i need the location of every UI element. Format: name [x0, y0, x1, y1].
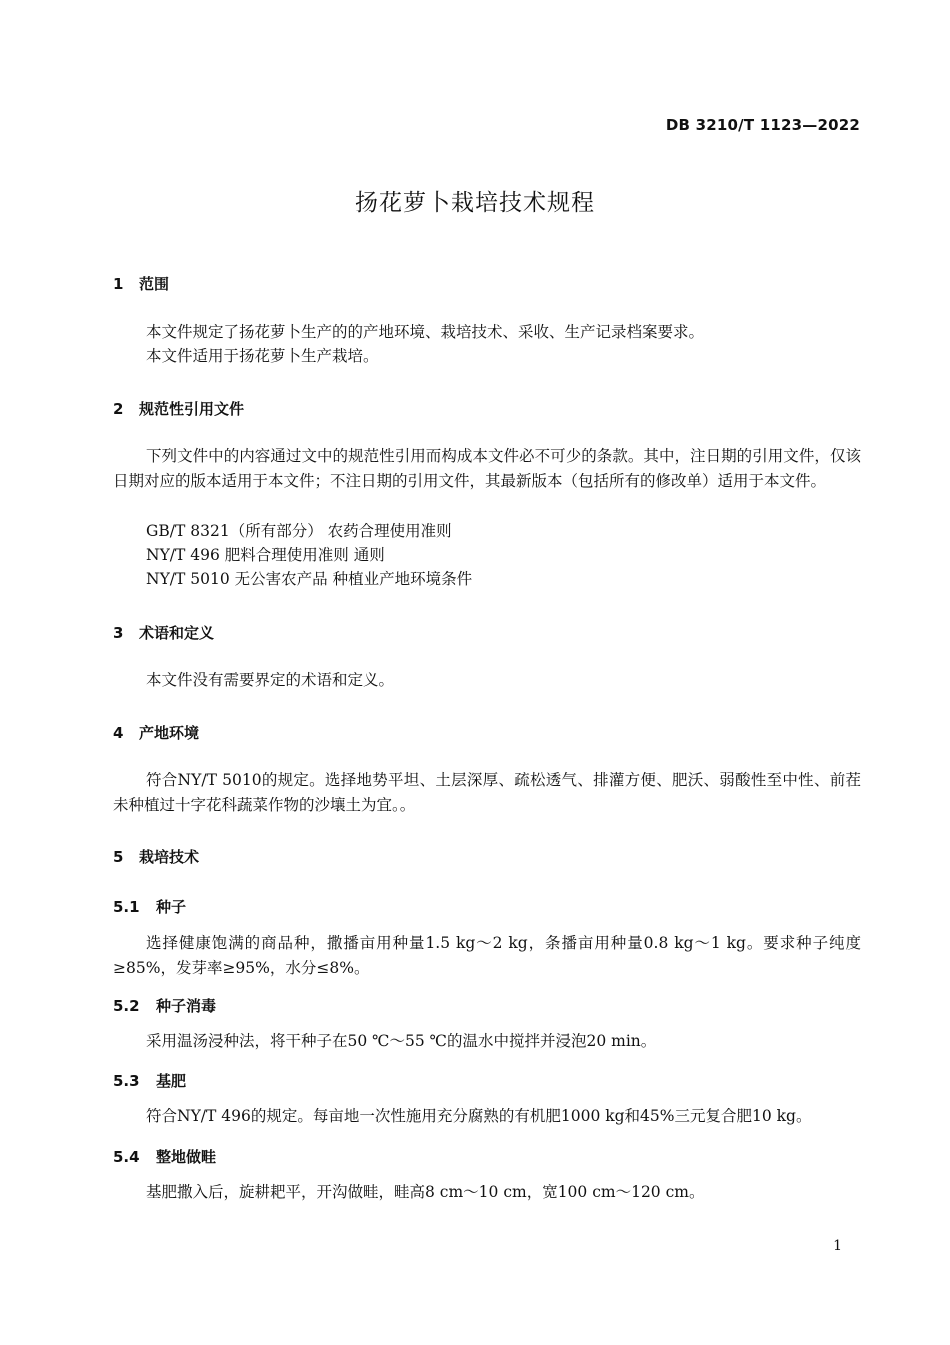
paragraph: 选择健康饱满的商品种，撒播亩用种量1.5 kg～2 kg，条播亩用种量0.8 kg～1 kg。要求种子纯度≥85%，发芽率≥95%，水分≤8%。 — [113, 934, 861, 977]
section-number: 1 — [113, 275, 124, 293]
paragraph: 下列文件中的内容通过文中的规范性引用而构成本文件必不可少的条款。其中，注日期的引用文件，仅该日期对应的版本适用于本文件；不注日期的引用文件，其最新版本（包括所有的修改单）适用于本文件。 — [113, 447, 861, 490]
paragraph: 符合NY/T 496的规定。每亩地一次性施用充分腐熟的有机肥1000 kg和45%三元复合肥10 kg。 — [146, 1107, 812, 1125]
paragraph: 本文件规定了扬花萝卜生产的的产地环境、栽培技术、采收、生产记录档案要求。 — [146, 323, 705, 341]
standard-code: DB 3210/T 1123—2022 — [665, 116, 860, 134]
subsection-number: 5.3 — [113, 1072, 140, 1090]
subsection-title: 种子 — [156, 898, 187, 916]
section-title: 规范性引用文件 — [139, 400, 245, 418]
section-title: 术语和定义 — [139, 624, 215, 642]
section-number: 2 — [113, 400, 124, 418]
section-heading-3 — [113, 622, 214, 643]
section-heading-4 — [113, 722, 199, 743]
document-title: 扬花萝卜栽培技术规程 — [355, 190, 595, 216]
reference-item: NY/T 5010 无公害农产品 种植业产地环境条件 — [146, 570, 473, 588]
section-number: 4 — [113, 724, 124, 742]
section-number: 3 — [113, 624, 124, 642]
paragraph: 本文件没有需要界定的术语和定义。 — [146, 671, 395, 689]
subsection-heading-5-3 — [113, 1070, 186, 1091]
subsection-number: 5.4 — [113, 1148, 140, 1166]
subsection-title: 种子消毒 — [156, 997, 217, 1015]
subsection-heading-5-2 — [113, 995, 216, 1016]
subsection-heading-5-1 — [113, 896, 186, 917]
paragraph: 本文件适用于扬花萝卜生产栽培。 — [146, 347, 379, 365]
subsection-number: 5.2 — [113, 997, 140, 1015]
section-heading-2 — [113, 398, 244, 419]
section-heading-1 — [113, 273, 169, 294]
section-title: 栽培技术 — [139, 848, 200, 866]
section-number: 5 — [113, 848, 124, 866]
section-title: 范围 — [139, 275, 170, 293]
subsection-heading-5-4 — [113, 1146, 216, 1167]
paragraph: 符合NY/T 5010的规定。选择地势平坦、土层深厚、疏松透气、排灌方便、肥沃、弱酸性至中性、前茬未种植过十字花科蔬菜作物的沙壤土为宜。。 — [113, 771, 861, 814]
section-heading-5 — [113, 846, 199, 867]
subsection-title: 整地做畦 — [156, 1148, 217, 1166]
subsection-number: 5.1 — [113, 898, 140, 916]
reference-item: GB/T 8321（所有部分） 农药合理使用准则 — [146, 522, 452, 540]
page-number: 1 — [833, 1238, 842, 1254]
subsection-title: 基肥 — [156, 1072, 187, 1090]
paragraph: 采用温汤浸种法，将干种子在50 ℃～55 ℃的温水中搅拌并浸泡20 min。 — [146, 1032, 657, 1050]
section-title: 产地环境 — [139, 724, 200, 742]
paragraph: 基肥撒入后，旋耕耙平，开沟做畦，畦高8 cm～10 cm，宽100 cm～120 cm。 — [146, 1183, 705, 1201]
reference-item: NY/T 496 肥料合理使用准则 通则 — [146, 546, 385, 564]
